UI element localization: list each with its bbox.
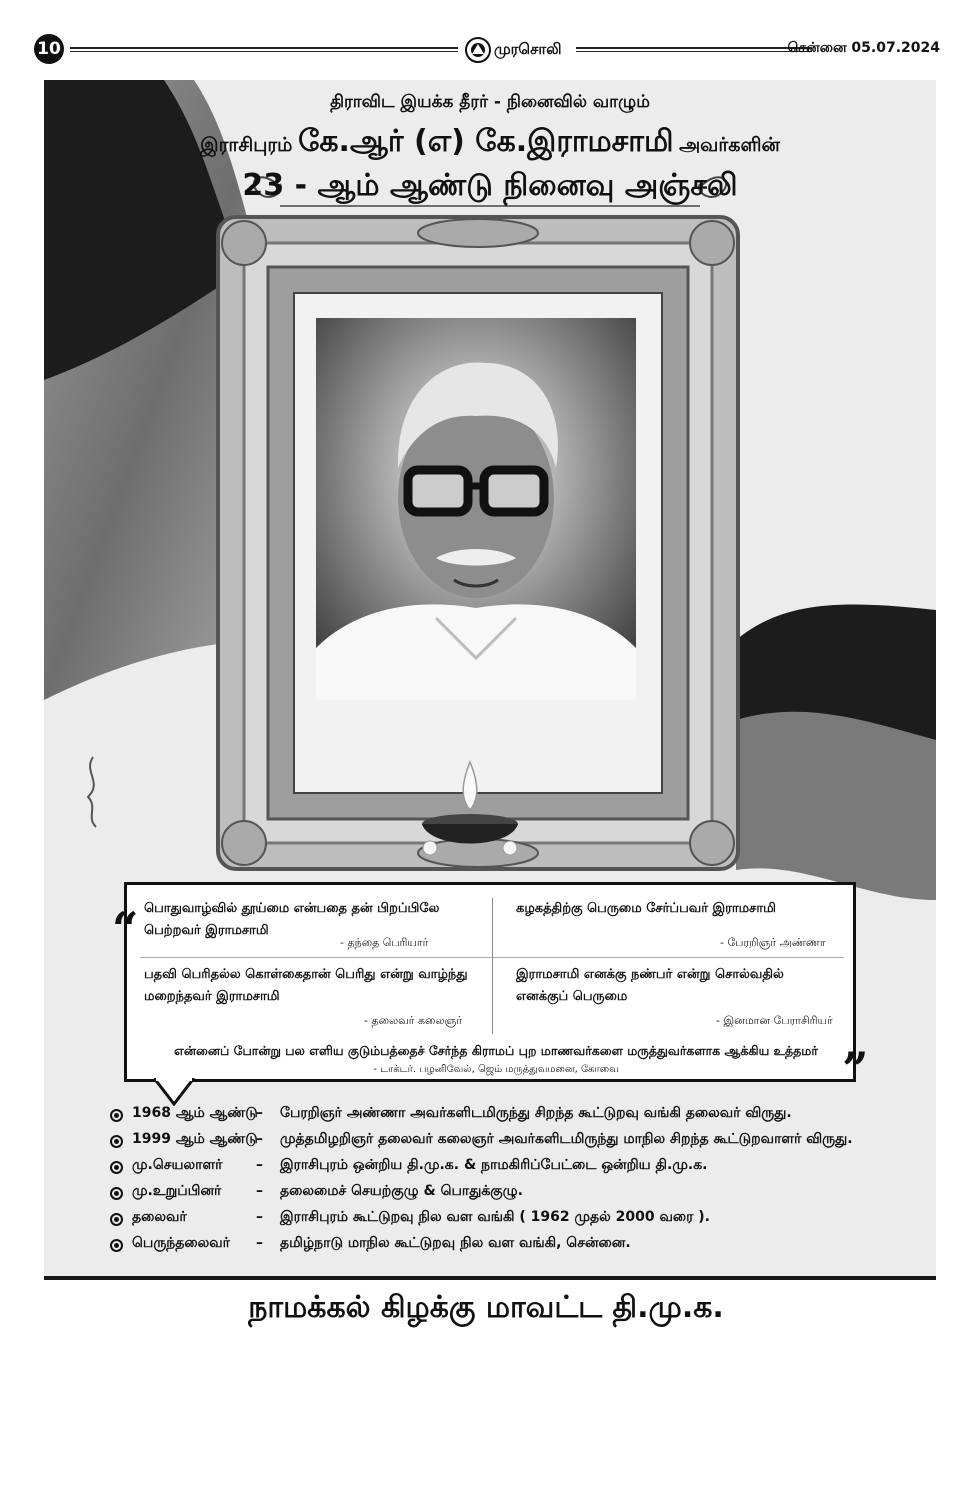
list-item — [110, 1234, 910, 1260]
sun-emblem-icon — [464, 36, 492, 64]
quotes-divider-horizontal — [140, 957, 844, 958]
achievement-role: தலைவர் — [132, 1209, 187, 1225]
list-item — [110, 1182, 910, 1208]
separator-dash: – — [256, 1131, 263, 1147]
open-quote-mark: “ — [112, 902, 139, 956]
achievement-desc: இராசிபுரம் ஒன்றிய தி.மு.க. & நாமகிரிப்பேட்டை ஒன்றிய தி.மு.க. — [280, 1157, 708, 1173]
masthead-logo — [464, 36, 574, 64]
achievement-role: மு.செயலாளர் — [132, 1157, 223, 1173]
edition-date: சென்னை 05.07.2024 — [787, 40, 940, 56]
list-item — [110, 1156, 910, 1182]
masthead — [34, 34, 940, 68]
artist-signature-mark — [78, 752, 108, 832]
memorial-poster — [44, 80, 936, 1280]
masthead-rule-right — [576, 47, 812, 52]
quote-text: கழகத்திற்கு பெருமை சேர்ப்பவர் இராமசாமி — [516, 901, 776, 916]
quote-text: பதவி பெரிதல்ல கொள்கைதான் பெரிது என்று வாழ்ந்து மறைந்தவர் இராமசாமி — [144, 967, 468, 1004]
list-item — [110, 1104, 910, 1130]
anniversary-title: 23 - ஆம் ஆண்டு நினைவு அஞ்சலி — [242, 168, 738, 203]
name-prefix: இராசிபுரம் — [200, 134, 293, 156]
achievement-role: பெருந்தலைவர் — [132, 1235, 230, 1251]
quote-author: - இனமான பேராசிரியர் — [716, 1014, 833, 1027]
paper-name: முரசொலி — [494, 40, 562, 58]
bullet-icon — [110, 1109, 123, 1122]
achievement-desc: தலைமைச் செயற்குழு & பொதுக்குழு. — [280, 1183, 523, 1199]
achievement-desc: இராசிபுரம் கூட்டுறவு நில வள வங்கி ( 1962 முதல் 2000 வரை ). — [280, 1209, 710, 1225]
achievement-desc: பேரறிஞர் அண்ணா அவர்களிடமிருந்து சிறந்த கூட்டுறவு வங்கி தலைவர் விருது. — [280, 1105, 792, 1121]
bullet-icon — [110, 1187, 123, 1200]
achievement-role: 1968 ஆம் ஆண்டு — [132, 1105, 258, 1121]
name-suffix: அவர்களின் — [679, 134, 780, 156]
close-quote-mark: ” — [842, 1042, 869, 1096]
separator-dash: – — [256, 1235, 263, 1251]
district-footer-title: நாமக்கல் கிழக்கு மாவட்ட தி.மு.க. — [248, 1290, 724, 1325]
separator-dash: – — [256, 1183, 263, 1199]
list-item — [110, 1208, 910, 1234]
heading-person-name — [44, 124, 936, 163]
wide-quote-text: என்னைப் போன்று பல எளிய குடும்பத்தைச் சேர்ந்த கிராமப் புற மாணவர்களை மருத்துவர்களாக ஆக்கிய உத்தமர் — [174, 1043, 818, 1058]
bullet-icon — [110, 1213, 123, 1226]
achievement-desc: தமிழ்நாடு மாநில கூட்டுறவு நில வள வங்கி, சென்னை. — [280, 1235, 631, 1251]
bullet-icon — [110, 1161, 123, 1174]
quote-author: - பேரறிஞர் அண்ணா — [720, 936, 826, 949]
separator-dash: – — [256, 1209, 263, 1225]
quote-author: - தலைவர் கலைஞர் — [364, 1014, 463, 1027]
list-item — [110, 1130, 910, 1156]
achievement-desc: முத்தமிழறிஞர் தலைவர் கலைஞர் அவர்களிடமிருந்து மாநில சிறந்த கூட்டுறவாளர் விருது. — [280, 1131, 853, 1147]
achievements-list — [110, 1104, 910, 1260]
separator-dash: – — [256, 1105, 263, 1121]
achievement-role: மு.உறுப்பினர் — [132, 1183, 222, 1199]
page-number: 10 — [34, 34, 64, 64]
masthead-rule-left — [70, 47, 458, 52]
heading-tribute-line: திராவிட இயக்க தீரர் - நினைவில் வாழும் — [330, 92, 650, 112]
quote-author: - தந்தை பெரியார் — [340, 936, 429, 949]
quote-text: இராமசாமி எனக்கு நண்பர் என்று சொல்வதில் எனக்குப் பெருமை — [516, 967, 784, 1004]
bullet-icon — [110, 1239, 123, 1252]
sponsor-band — [44, 1276, 936, 1280]
oil-lamp-icon — [410, 752, 530, 862]
achievement-role: 1999 ஆம் ஆண்டு — [132, 1131, 258, 1147]
separator-dash: – — [256, 1157, 263, 1173]
speech-bubble-tail — [154, 1078, 204, 1106]
wide-quote-author: - டாக்டர். பழனிவேல், ஜெம் மருத்துவமனை, கோவை — [373, 1064, 619, 1075]
bullet-icon — [110, 1135, 123, 1148]
portrait-photo — [316, 318, 636, 700]
quote-text: பொதுவாழ்வில் தூய்மை என்பதை தன் பிறப்பிலே பெற்றவர் இராமசாமி — [144, 901, 440, 938]
quotes-divider-vertical — [492, 898, 493, 1034]
name-main: கே.ஆர் (எ) கே.இராமசாமி — [298, 124, 674, 159]
